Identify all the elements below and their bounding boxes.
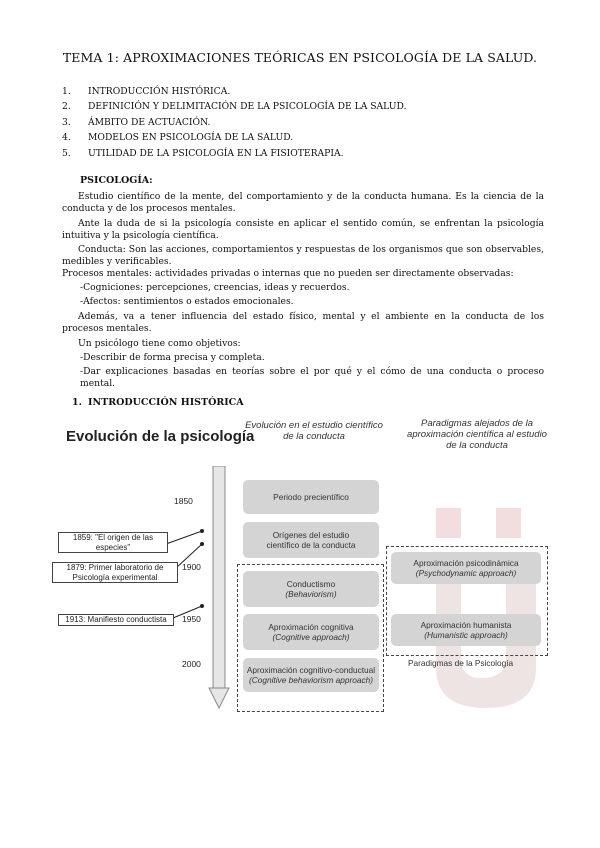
table-of-contents: [62, 84, 406, 161]
diagram-title: Evolución de la psicología: [66, 428, 255, 445]
toc-item: 5. UTILIDAD DE LA PSICOLOGÍA EN LA FISIOTERAPIA.: [62, 147, 344, 159]
box-humanistic: Aproximación humanista (Humanistic approach): [391, 614, 541, 646]
diagram-footer: Paradigmas de la Psicología: [408, 658, 514, 668]
paragraph: Ante la duda de si la psicología consiste en aplicar el sentido común, se enfrentan la psicología intuitiva y la psicología científica.: [62, 218, 544, 242]
section-heading: 1. INTRODUCCIÓN HISTÓRICA: [72, 397, 244, 408]
toc-item: 3. ÁMBITO DE ACTUACIÓN.: [62, 116, 211, 128]
bullet-item: -Cogniciones: percepciones, creencias, ideas y recuerdos.: [80, 282, 350, 293]
paragraph: Además, va a tener influencia del estado físico, mental y el ambiente en la conducta de los procesos mentales.: [62, 311, 544, 335]
column-header-scientific: Evolución en el estudio científico de la conducta: [245, 420, 383, 442]
box-origins: Orígenes del estudio científico de la conducta: [243, 522, 379, 558]
psicologia-heading: PSICOLOGÍA:: [80, 175, 153, 186]
toc-item: 1. INTRODUCCIÓN HISTÓRICA.: [62, 86, 231, 97]
bullet-item: -Afectos: sentimientos o estados emocionales.: [80, 296, 294, 307]
box-cognitive-behavioral: Aproximación cognitivo-conductual (Cognitive behaviorism approach): [243, 658, 379, 692]
paragraph: Procesos mentales: actividades privadas o internas que no pueden ser directamente observadas:: [62, 268, 514, 279]
year-label: 1850: [174, 496, 193, 506]
box-precientific: Periodo precientífico: [243, 480, 379, 514]
paragraph: Conducta: Son las acciones, comportamientos y respuestas de los organismos que son observables, medibles y verificables.: [62, 244, 544, 268]
box-behaviorism: Conductismo (Behaviorism): [243, 571, 379, 607]
box-psychodynamic: Aproximación psicodinámica (Psychodynamic approach): [391, 552, 541, 584]
column-header-paradigms: Paradigmas alejados de la aproximación científica al estudio de la conducta: [407, 418, 547, 451]
toc-item: 2. DEFINICIÓN Y DELIMITACIÓN DE LA PSICOLOGÍA DE LA SALUD.: [62, 101, 407, 113]
callout-first-lab: 1879: Primer laboratorio de Psicología experimental: [52, 562, 178, 583]
bullet-item: -Describir de forma precisa y completa.: [80, 352, 265, 363]
box-cognitive: Aproximación cognitiva (Cognitive approach): [243, 614, 379, 650]
year-label: 2000: [182, 659, 201, 669]
callout-origin-species: 1859: "El origen de las especies": [58, 532, 168, 553]
page-title: TEMA 1: APROXIMACIONES TEÓRICAS EN PSICOLOGÍA DE LA SALUD.: [62, 50, 538, 65]
toc-item: 4. MODELOS EN PSICOLOGÍA DE LA SALUD.: [62, 132, 294, 144]
year-label: 1950: [182, 614, 201, 624]
bullet-item: -Dar explicaciones basadas en teorías sobre el por qué y el cómo de una conducta o proceso mental.: [80, 366, 544, 390]
paragraph: Estudio científico de la mente, del comportamiento y de la conducta humana. Es la ciencia de la conducta y de los procesos mentales.: [62, 191, 544, 215]
paragraph: Un psicólogo tiene como objetivos:: [78, 338, 241, 349]
year-label: 1900: [182, 562, 201, 572]
callout-behaviorist-manifesto: 1913: Manifiesto conductista: [58, 614, 174, 626]
evolution-diagram: [56, 418, 554, 708]
